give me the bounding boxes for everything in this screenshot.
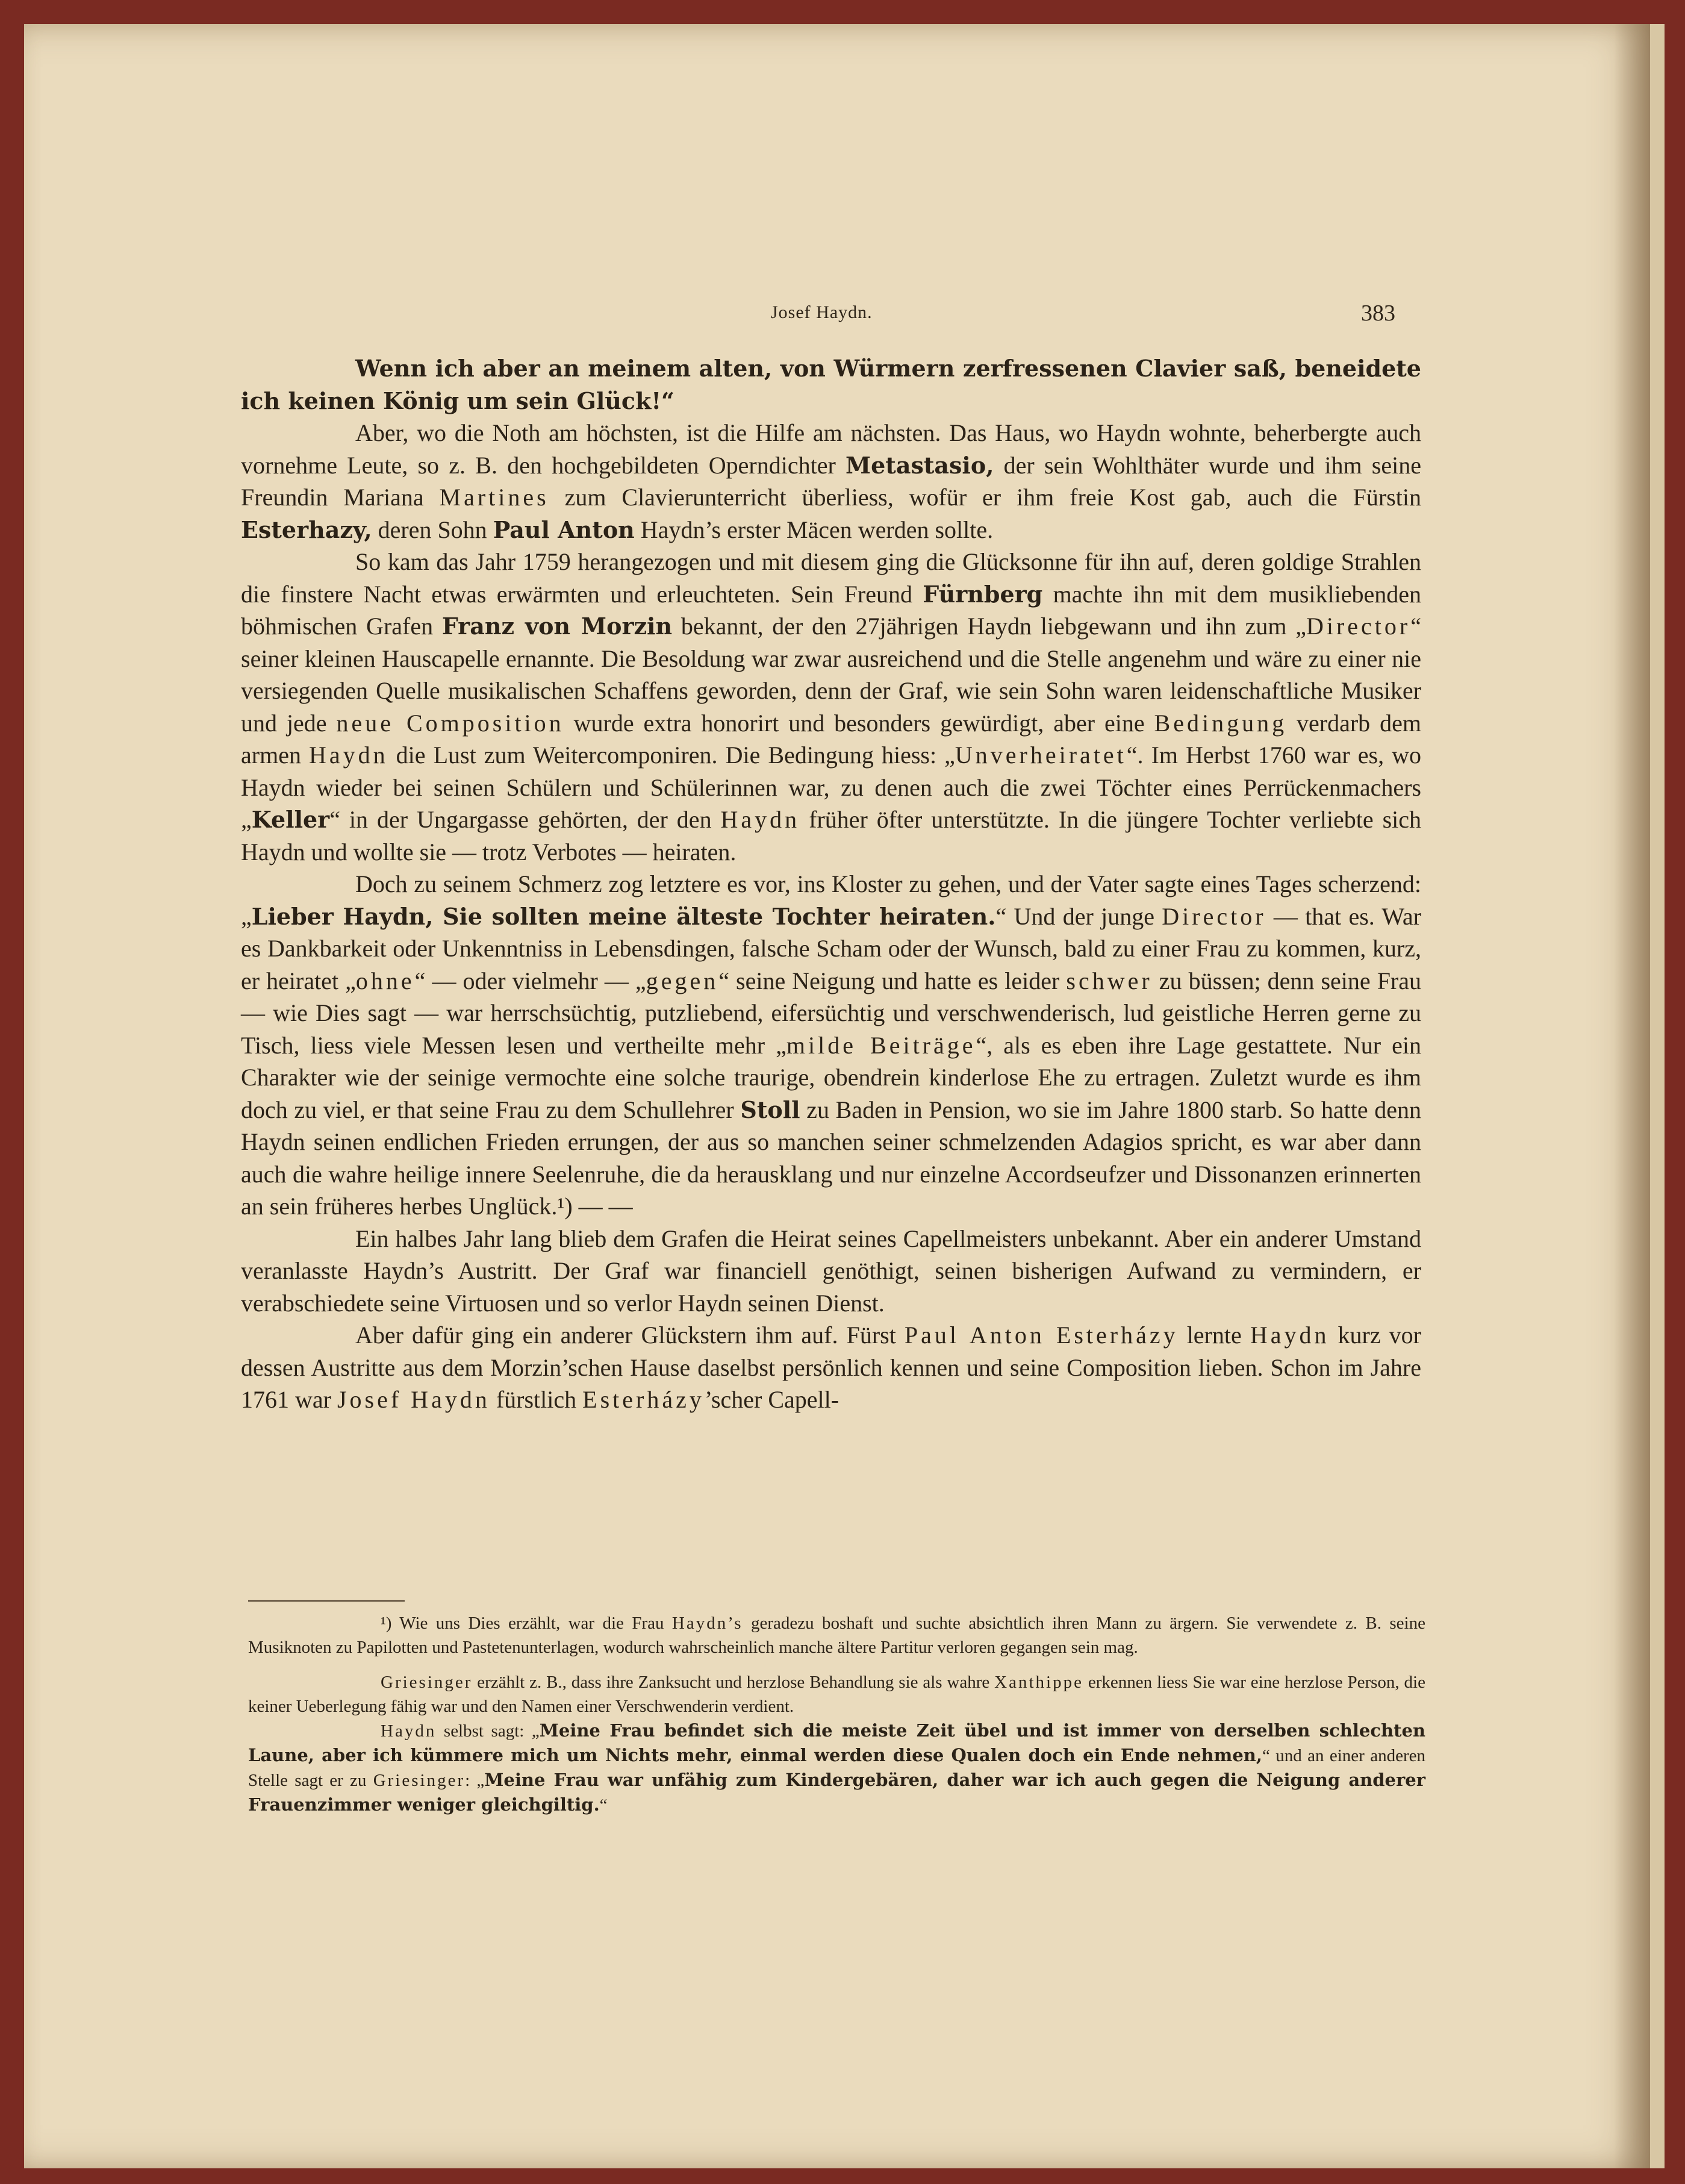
text-run: “ in der Ungargasse gehörten, der den: [329, 806, 721, 833]
text-run: erkennen liess Sie war eine herzlose Person, die keiner Ueberlegung fähig war und den Namen einer Verschwenderin verdient.: [248, 1673, 1425, 1716]
spaced-word: Esterházy: [582, 1386, 705, 1413]
spaced-word: milde Beiträge: [786, 1031, 976, 1059]
spaced-word: Director: [1306, 613, 1411, 640]
running-title: Josef Haydn.: [771, 302, 873, 322]
text-run: deren Sohn: [372, 516, 493, 543]
name-paul-anton: Paul Anton: [493, 516, 635, 543]
text-run: “ — oder vielmehr — „: [414, 967, 646, 994]
text-run: ’scher Capell-: [704, 1386, 839, 1413]
spaced-word: Haydn: [720, 806, 800, 833]
paragraph-5: [241, 1223, 1421, 1320]
paragraph-1: [241, 352, 1421, 417]
text-run: geradezu boshaft und suchte absichtlich ihren Mann zu ärgern. Sie verwendete z. B. seine Musiknoten zu Papilotten und Pastetenunterlagen, wodurch wahrscheinlich manche ältere Partitur verloren gegangen sein mag.: [248, 1614, 1425, 1657]
spaced-word: Griesinger: [381, 1673, 473, 1692]
text-run: kurz vor dessen Austritte aus dem Morzin’schen Hause daselbst persönlich kennen und seine Composition lieben. Schon im Jahre 1761 war: [241, 1321, 1421, 1413]
text-run: “ Und der junge: [995, 902, 1162, 930]
text-run: fürstlich: [490, 1386, 583, 1413]
text-run: — that es. War es Dankbarkeit oder Unkenntniss in Lebensdingen, falsche Scham oder der Wunsch, bald zu einer Frau zu kommen, kurz, er heiratet „: [241, 902, 1421, 994]
text-run: lernte: [1178, 1321, 1250, 1349]
page-header: [24, 302, 1650, 339]
quote-fraktur: Meine Frau befindet sich die meiste Zeit übel und ist immer von derselben schlechten Laune, aber ich kümmere mich um Nichts mehr, einmal werden diese Qualen doch ein Ende nehmen,: [248, 1720, 1426, 1765]
text-run: : „: [465, 1771, 485, 1790]
text-run: “ seiner kleinen Hauscapelle ernannte. Die Besoldung war zwar ausreichend und die Stelle angenehm und wäre zu einer nie versiegenden Quelle musikalischen Schaffens geworden, denn der Graf, wie sein Sohn waren leidenschaftliche Musiker und jede: [241, 613, 1421, 737]
spaced-word: Unverheiratet: [955, 741, 1127, 769]
footnotes: [248, 1611, 1425, 1817]
text-run: “, als es eben ihre Lage gestattete. Nur ein Charakter wie der seinige vermochte eine solche traurige, obendrein kinderlose Ehe zu ertragen. Zuletzt wurde es ihm doch zu viel, er that seine Frau zu dem Schullehrer: [241, 1031, 1421, 1123]
page-number: 383: [1361, 301, 1395, 326]
book-page: [24, 24, 1665, 2168]
text-run: ¹) Wie uns Dies erzählt, war die Frau: [381, 1614, 672, 1633]
text-run: Ein halbes Jahr lang blieb dem Grafen die Heirat seines Capellmeisters unbekannt. Aber ein anderer Umstand veranlasste Haydn’s Austritt. Der Graf war financiell genöthigt, seinen bisherigen Aufwand zu vermindern, er verabschiedete seine Virtuosen und so verlor Haydn seinen Dienst.: [241, 1225, 1421, 1317]
name-martines: Martines: [439, 484, 549, 511]
text-run: “ seine Neigung und hatte es leider: [718, 967, 1067, 994]
footnote-rule: [248, 1600, 405, 1602]
text-run: “: [599, 1796, 608, 1815]
text-run: Aber dafür ging ein anderer Glückstern ihm auf. Fürst: [355, 1321, 905, 1349]
name-metastasio: Metastasio,: [846, 451, 994, 479]
text-run: die Lust zum Weitercomponiren. Die Bedingung hiess: „: [388, 741, 955, 769]
text-run: zu Baden in Pension, wo sie im Jahre 1800 starb. So hatte denn Haydn seinen endlichen Frieden errungen, der aus so manchen seiner schmelzenden Adagios spricht, es war aber dann auch die wahre heilige innere Seelenruhe, die da herausklang und nur einzelne Accordseufzer und Dissonanzen erinnerten an sein früheres herbes Unglück.¹) — —: [241, 1096, 1422, 1220]
footnote-3: [248, 1718, 1425, 1817]
spaced-word: Haydn’s: [671, 1614, 743, 1633]
name-esterhazy: Esterhazy,: [241, 516, 372, 543]
text-run: früher öfter unterstützte. In die jüngere Tochter verliebte sich Haydn und wollte sie — trotz Verbotes — heiraten.: [241, 806, 1421, 866]
main-text: [241, 352, 1421, 1416]
spaced-word: Paul Anton Esterházy: [904, 1321, 1179, 1349]
footnote-1: [248, 1611, 1425, 1659]
text-run: zum Clavierunterricht überliess, wofür er ihm freie Kost gab, auch die Fürstin: [549, 484, 1421, 511]
text-run: wurde extra honorirt und besonders gewürdigt, aber eine: [564, 709, 1154, 737]
text-run: machte ihn mit dem musikliebenden böhmischen Grafen: [241, 580, 1421, 640]
spaced-word: Josef Haydn: [337, 1386, 490, 1413]
spaced-word: Bedingung: [1154, 709, 1288, 737]
text-run: der sein Wohlthäter wurde und ihm seine Freundin Mariana: [241, 451, 1421, 511]
spaced-word: Haydn: [1250, 1321, 1330, 1349]
text-run: verdarb dem armen: [241, 709, 1421, 769]
spaced-word: Haydn: [381, 1721, 437, 1741]
footnote-2: [248, 1670, 1425, 1718]
spaced-word: Director: [1162, 902, 1266, 930]
paragraph-4: [241, 868, 1421, 1223]
spaced-word: Xanthippe: [994, 1673, 1083, 1692]
quote-fraktur: Lieber Haydn, Sie sollten meine älteste Tochter heiraten.: [251, 902, 996, 930]
text-run: bekannt, der den 27jährigen Haydn liebgewann und ihn zum „: [672, 613, 1306, 640]
page-edge-shadow: [1614, 24, 1650, 2168]
paragraph-2: [241, 417, 1421, 546]
text-run: So kam das Jahr 1759 herangezogen und mit diesem ging die Glücksonne für ihn auf, deren goldige Strahlen die finstere Nacht etwas erwärmten und erleuchteten. Sein Freund: [241, 548, 1421, 608]
name-franz-von-morzin: Franz von Morzin: [441, 613, 673, 640]
spaced-word: ohne: [355, 967, 415, 994]
text-run: Doch zu seinem Schmerz zog letztere es vor, ins Kloster zu gehen, und der Vater sagte eines Tages scherzend: „: [241, 870, 1421, 930]
spaced-word: Griesinger: [373, 1771, 466, 1790]
text-run: selbst sagt: „: [436, 1721, 540, 1741]
quote-fraktur: Meine Frau war unfähig zum Kindergebären, daher war ich auch gegen die Neigung anderer Frauenzimmer weniger gleichgiltig.: [248, 1770, 1425, 1815]
text-run: erzählt z. B., dass ihre Zanksucht und herzlose Behandlung sie als wahre: [472, 1673, 995, 1692]
text-run: “ und an einer anderen Stelle sagt er zu: [248, 1746, 1425, 1790]
name-keller: Keller: [251, 806, 330, 833]
paragraph-3: [241, 546, 1421, 868]
text-run: zu büssen; denn seine Frau — wie Dies sagt — war herrschsüchtig, putzliebend, eifersüchtig und verschwenderisch, lud geistliche Herren gerne zu Tisch, liess viele Messen lesen und vertheilte mehr „: [241, 967, 1422, 1059]
spaced-word: gegen: [646, 967, 719, 994]
text-run: Haydn’s erster Mäcen werden sollte.: [634, 516, 994, 543]
quote-fraktur: Wenn ich aber an meinem alten, von Würmern zerfressenen Clavier saß, beneidete ich keinen König um sein Glück!“: [241, 355, 1421, 414]
spaced-word: schwer: [1066, 967, 1153, 994]
name-stoll: Stoll: [740, 1096, 800, 1123]
paragraph-6: [241, 1319, 1421, 1416]
text-run: “. Im Herbst 1760 war es, wo Haydn wieder bei seinen Schülern und Schülerinnen war, zu denen auch die zwei Töchter eines Perrückenmachers „: [241, 741, 1422, 833]
spaced-word: Haydn: [308, 741, 388, 769]
spaced-word: neue Composition: [336, 709, 564, 737]
name-fuernberg: Fürnberg: [923, 580, 1043, 608]
text-run: Aber, wo die Noth am höchsten, ist die Hilfe am nächsten. Das Haus, wo Haydn wohnte, beherbergte auch vornehme Leute, so z. B. den hochgebildeten Operndichter: [241, 419, 1421, 479]
